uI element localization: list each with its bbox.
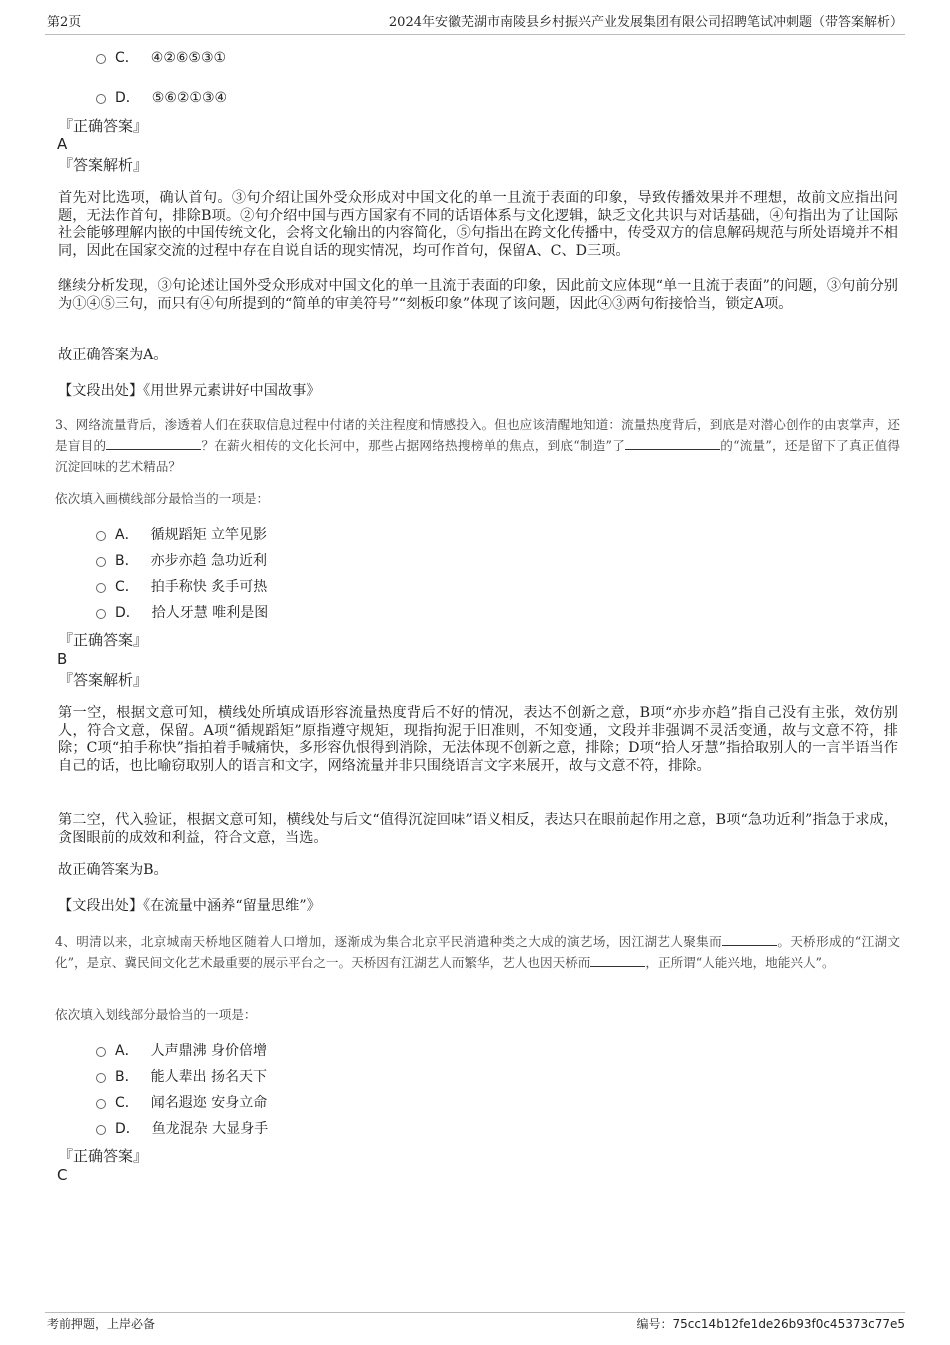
passage-source: 【文段出处】《在流量中涵养“留量思维”》	[58, 898, 321, 914]
radio-icon[interactable]	[96, 1073, 106, 1083]
radio-icon[interactable]	[96, 1047, 106, 1057]
radio-icon[interactable]	[96, 1099, 106, 1109]
question-prompt: 依次填入画横线部分最恰当的一项是：	[55, 491, 270, 506]
radio-icon[interactable]	[96, 1125, 106, 1135]
option-c[interactable]: C． 闻名遐迩 安身立命	[96, 1094, 267, 1112]
page-footer	[45, 1312, 905, 1331]
correct-answer-label: 『正确答案』	[58, 1147, 149, 1165]
analysis-label: 『答案解析』	[58, 156, 149, 174]
radio-icon[interactable]	[96, 94, 106, 104]
question-prompt: 依次填入划线部分最恰当的一项是：	[55, 1007, 257, 1022]
radio-icon[interactable]	[96, 54, 106, 64]
footer-slogan: 考前押题，上岸必备	[47, 1317, 156, 1331]
correct-answer: A	[57, 135, 68, 153]
correct-answer: C	[57, 1166, 68, 1184]
correct-answer-label: 『正确答案』	[58, 117, 149, 135]
option-a[interactable]: A． 人声鼎沸 身价倍增	[96, 1042, 267, 1060]
option-d[interactable]: D． 鱼龙混杂 大显身手	[96, 1120, 268, 1138]
option-d[interactable]: D． 拾人牙慧 唯利是图	[96, 604, 268, 622]
radio-icon[interactable]	[96, 583, 106, 593]
radio-icon[interactable]	[96, 531, 106, 541]
analysis-label: 『答案解析』	[58, 671, 149, 689]
page-number: 第2页	[47, 15, 82, 30]
radio-icon[interactable]	[96, 557, 106, 567]
blank-line	[722, 932, 777, 946]
code-value: 75cc14b12fe1de26b93f0c45373c77e5	[672, 1317, 905, 1331]
blank-line	[625, 436, 720, 450]
option-a[interactable]: A． 循规蹈矩 立竿见影	[96, 526, 267, 544]
option-c[interactable]: C． 拍手称快 炙手可热	[96, 578, 267, 596]
option-b[interactable]: B． 能人辈出 扬名天下	[96, 1068, 267, 1086]
document-code	[636, 1316, 905, 1332]
analysis-paragraph: 第二空，代入验证，根据文意可知，横线处与后文“值得沉淀回味”语义相反，表达只在眼前起作用之意，B项“急功近利”指急于求成，贪图眼前的成效和利益，符合文意，当选。	[58, 812, 898, 846]
analysis-paragraph: 故正确答案为B。	[58, 862, 168, 878]
correct-answer: B	[57, 650, 68, 668]
analysis-paragraph: 首先对比选项，确认首句。③句介绍让国外受众形成对中国文化的单一且流于表面的印象，导致传播效果并不理想，故前文应指出问题，无法作首句，排除B项。②句介绍中国与西方国家有不同的话语体系与文化逻辑，缺乏文化共识与对话基础，④句指出为了让国际社会能够理解内嵌的中国传统文化，会将文化输出的内容简化，⑤句指出在跨文化传播中，传受双方的信息解码规范与所处语境并不相同，因此在国家交流的过程中存在自说自话的现实情况，均可作首句，保留A、C、D三项。	[58, 190, 898, 259]
option-c[interactable]: C． ④②⑥⑤③①	[96, 49, 226, 67]
analysis-paragraph: 第一空，根据文意可知，横线处所填成语形容流量热度背后不好的情况，表达不创新之意，B项“亦步亦趋”指自己没有主张，效仿别人，符合文意，保留。A项“循规蹈矩”原指遵守规矩，现指拘泥于旧准则，不知变通，文段并非强调不灵活变通，故与文意不符，排除；C项“拍手称快”指拍着手喊痛快，多形容仇恨得到消除，无法体现不创新之意，排除；D项“拾人牙慧”指拾取别人的一言半语当作自己的话，也比喻窃取别人的语言和文字，网络流量并非只围绕语言文字来展开，故与文意不符，排除。	[58, 705, 898, 774]
page-header	[45, 14, 905, 35]
passage-source: 【文段出处】《用世界元素讲好中国故事》	[58, 383, 321, 399]
option-b[interactable]: B． 亦步亦趋 急功近利	[96, 552, 267, 570]
blank-line	[106, 436, 201, 450]
blank-line	[590, 953, 645, 967]
question-text: 4、明清以来，北京城南天桥地区随着人口增加，逐渐成为集合北京平民消遣种类之大成的演艺场，因江湖艺人聚集而 。天桥形成的“江湖文化”，是京、冀民间文化艺术最重要的展示平台之一。天桥因有江湖艺人而繁华，艺人也因天桥而 ，正所谓“人能兴地，地能兴人”。	[55, 934, 900, 970]
correct-answer-label: 『正确答案』	[58, 631, 149, 649]
question-text: 3、网络流量背后，渗透着人们在获取信息过程中付诸的关注程度和情感投入。但也应该清醒地知道：流量热度背后，到底是对潜心创作的由衷掌声，还是盲目的 ？在薪火相传的文化长河中，那些占据网络热搜榜单的焦点，到底“制造”了 的“流量”，还是留下了真正值得沉淀回味的艺术精品？	[55, 417, 900, 474]
analysis-paragraph: 继续分析发现，③句论述让国外受众形成对中国文化的单一且流于表面的印象，因此前文应体现“单一且流于表面”的问题，③句前分别为①④⑤三句，而只有④句所提到的“简单的审美符号”“刻板印象”体现了该问题，因此④③两句衔接恰当，锁定A项。	[58, 278, 898, 312]
document-title: 2024年安徽芜湖市南陵县乡村振兴产业发展集团有限公司招聘笔试冲刺题（带答案解析）	[388, 15, 903, 30]
radio-icon[interactable]	[96, 609, 106, 619]
option-d[interactable]: D． ⑤⑥②①③④	[96, 89, 227, 107]
code-label: 编号：	[636, 1317, 673, 1331]
analysis-paragraph: 故正确答案为A。	[58, 347, 168, 363]
